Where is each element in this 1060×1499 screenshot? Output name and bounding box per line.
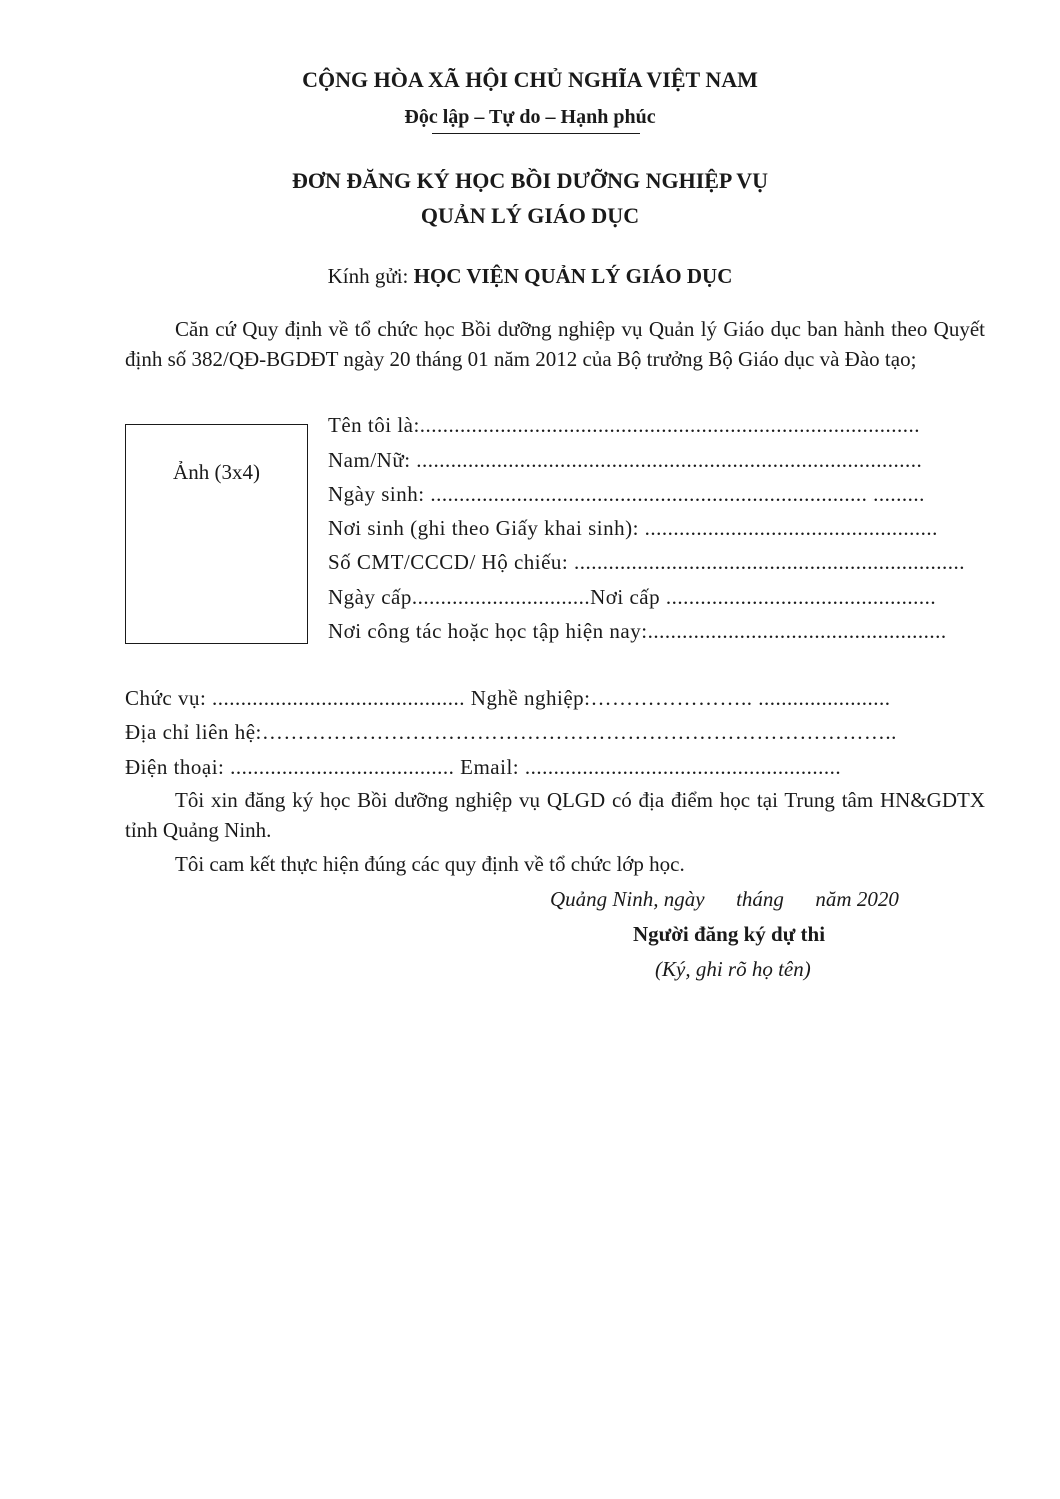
preamble-paragraph: Căn cứ Quy định về tổ chức học Bồi dưỡng nghiệp vụ Quản lý Giáo dục ban hành theo Quyết định số 382/QĐ-BGDĐT ngày 20 tháng 01 năm 2012 của Bộ trưởng Bộ Giáo dục và Đào tạo; <box>125 317 985 371</box>
commitment-statement: Tôi cam kết thực hiện đúng các quy định về tổ chức lớp học. <box>175 852 685 876</box>
field-gender: Nam/Nữ: ........................................................................................ <box>328 448 923 472</box>
registration-statement: Tôi xin đăng ký học Bồi dưỡng nghiệp vụ QLGD có địa điểm học tại Trung tâm HN&GDTX tỉnh Quảng Ninh. <box>125 788 985 842</box>
recipient-line <box>0 262 1060 290</box>
field-id-number: Số CMT/CCCD/ Hộ chiếu: .................................................................... <box>328 550 966 574</box>
motto-underline <box>432 133 640 134</box>
form-title-line-1: ĐƠN ĐĂNG KÝ HỌC BỒI DƯỠNG NGHIỆP VỤ <box>291 168 769 193</box>
signature-role: Người đăng ký dự thi <box>633 922 826 946</box>
field-full-name: Tên tôi là:....................................................................................... <box>328 413 921 437</box>
field-position-occupation: Chức vụ: ............................................ Nghề nghiệp:………………….. ....................... <box>125 686 891 710</box>
field-issue-date-place: Ngày cấp...............................Nơi cấp ............................................... <box>328 585 937 609</box>
photo-label: Ảnh (3x4) <box>173 460 260 484</box>
recipient-prefix: Kính gửi: <box>327 264 414 288</box>
signature-date-line: Quảng Ninh, ngày tháng năm 2020 <box>550 887 899 911</box>
photo-placeholder <box>125 424 308 644</box>
field-workplace: Nơi công tác hoặc học tập hiện nay:.................................................... <box>328 619 947 643</box>
field-address: Địa chỉ liên hệ:…………………………………………………………………………….. <box>125 720 897 744</box>
field-phone-email: Điện thoại: ....................................... Email: ....................................................... <box>125 755 842 779</box>
country-header: CỘNG HÒA XÃ HỘI CHỦ NGHĨA VIỆT NAM <box>302 67 758 92</box>
recipient-name: HỌC VIỆN QUẢN LÝ GIÁO DỤC <box>413 264 733 288</box>
field-birthplace: Nơi sinh (ghi theo Giấy khai sinh): ................................................... <box>328 516 938 540</box>
field-date-of-birth: Ngày sinh: ............................................................................ ......... <box>328 482 925 506</box>
national-motto: Độc lập – Tự do – Hạnh phúc <box>404 106 656 128</box>
signature-note: (Ký, ghi rõ họ tên) <box>655 957 811 981</box>
form-title-line-2: QUẢN LÝ GIÁO DỤC <box>420 203 640 228</box>
